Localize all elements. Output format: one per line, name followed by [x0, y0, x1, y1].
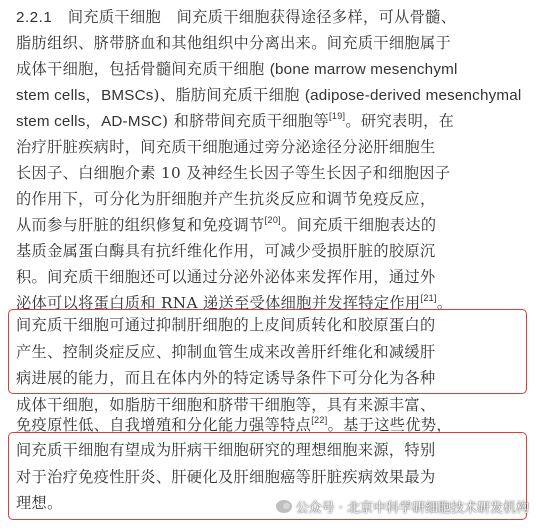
- line-part: ) 和脐带间充质干细胞等: [162, 112, 329, 130]
- latin-term: (adipose-derived mesenchymal: [304, 87, 522, 104]
- line-part: 成体干细胞，包括骨髓间充质干细胞: [16, 60, 270, 78]
- text-line-1: [16, 4, 526, 31]
- line-text: 间充质干细胞 间充质干细胞获得途径多样，可从骨髓、: [52, 8, 457, 26]
- line-part: 。基于这些优势，: [327, 416, 452, 434]
- line-part: 。间充质干细胞表达的: [281, 216, 437, 234]
- text-line-6: 治疗肝脏疾病时，间充质干细胞通过旁分泌途径分泌肝细胞生: [16, 138, 436, 156]
- text-line-19: 对于治疗免疫性肝炎、肝硬化及肝细胞癌等肝脏疾病效果最为: [16, 468, 436, 486]
- text-line-9: [16, 212, 526, 239]
- text-line-15: 病进展的能力，而且在体内外的特定诱导条件下可分化为各种: [16, 369, 436, 387]
- latin-term: BMSCs: [101, 87, 154, 104]
- text-line-20: 理想。: [16, 494, 63, 512]
- citation: [22]: [311, 415, 328, 425]
- section-number: 2.2.1: [16, 9, 53, 26]
- text-line-2: 脂肪组织、脐带脐血和其他组织中分离出来。间充质干细胞属于: [16, 34, 452, 52]
- latin-term: stem cells: [16, 113, 86, 130]
- watermark-text: 公众号 · 北京中科学研细胞技术研发机构: [295, 501, 529, 516]
- line-part: ，: [85, 112, 102, 130]
- latin-term: AD-MSC: [101, 113, 163, 130]
- text-line-10: 基质金属蛋白酶具有抗纤维化作用，可减少受损肝脏的胶原沉: [16, 242, 436, 260]
- watermark: [276, 497, 529, 516]
- line-part: )、脂肪间充质干细胞: [153, 86, 305, 104]
- citation: [20]: [264, 215, 282, 225]
- text-line-7: 长因子、白细胞介素 10 及神经生长因子等生长因子和细胞因子: [16, 164, 451, 182]
- text-line-4: [16, 82, 526, 109]
- line-part: 从而参与肝脏的组织修复和免疫调节: [16, 216, 265, 234]
- text-line-5: [16, 108, 526, 135]
- text-line-13: 间充质干细胞可通过抑制肝细胞的上皮间质转化和胶原蛋白的: [16, 316, 436, 334]
- latin-term: (bone marrow mesenchyml: [269, 61, 458, 78]
- line-part: 。研究表明，在: [345, 112, 455, 130]
- text-line-3: [16, 56, 526, 83]
- citation: [21]: [420, 293, 437, 303]
- line-part: 泌体可以将蛋白质和 RNA 递送至受体细胞并发挥特定作用: [16, 294, 421, 312]
- text-line-14: 产生、控制炎症反应、抑制血管生成来改善肝纤维化和减缓肝: [16, 343, 436, 361]
- line-part: ，: [85, 86, 102, 104]
- line-part: 免疫原性低、自我增殖和分化能力强等特点: [16, 416, 312, 434]
- text-line-18: 间充质干细胞有望成为肝病干细胞研究的理想细胞来源，特别: [16, 441, 436, 459]
- text-line-16: 成体干细胞，如脂肪干细胞和脐带干细胞等，具有来源丰富、: [16, 396, 436, 414]
- latin-term: stem cells: [16, 87, 86, 104]
- text-line-11: 积。间充质干细胞还可以通过分泌外泌体来发挥作用，通过外: [16, 268, 436, 286]
- line-part: 。: [436, 294, 453, 312]
- wechat-icon: [276, 500, 292, 513]
- citation: [19]: [329, 111, 346, 121]
- text-line-8: 的作用下，可分化为肝细胞并产生抗炎反应和调节免疫反应，: [16, 190, 436, 208]
